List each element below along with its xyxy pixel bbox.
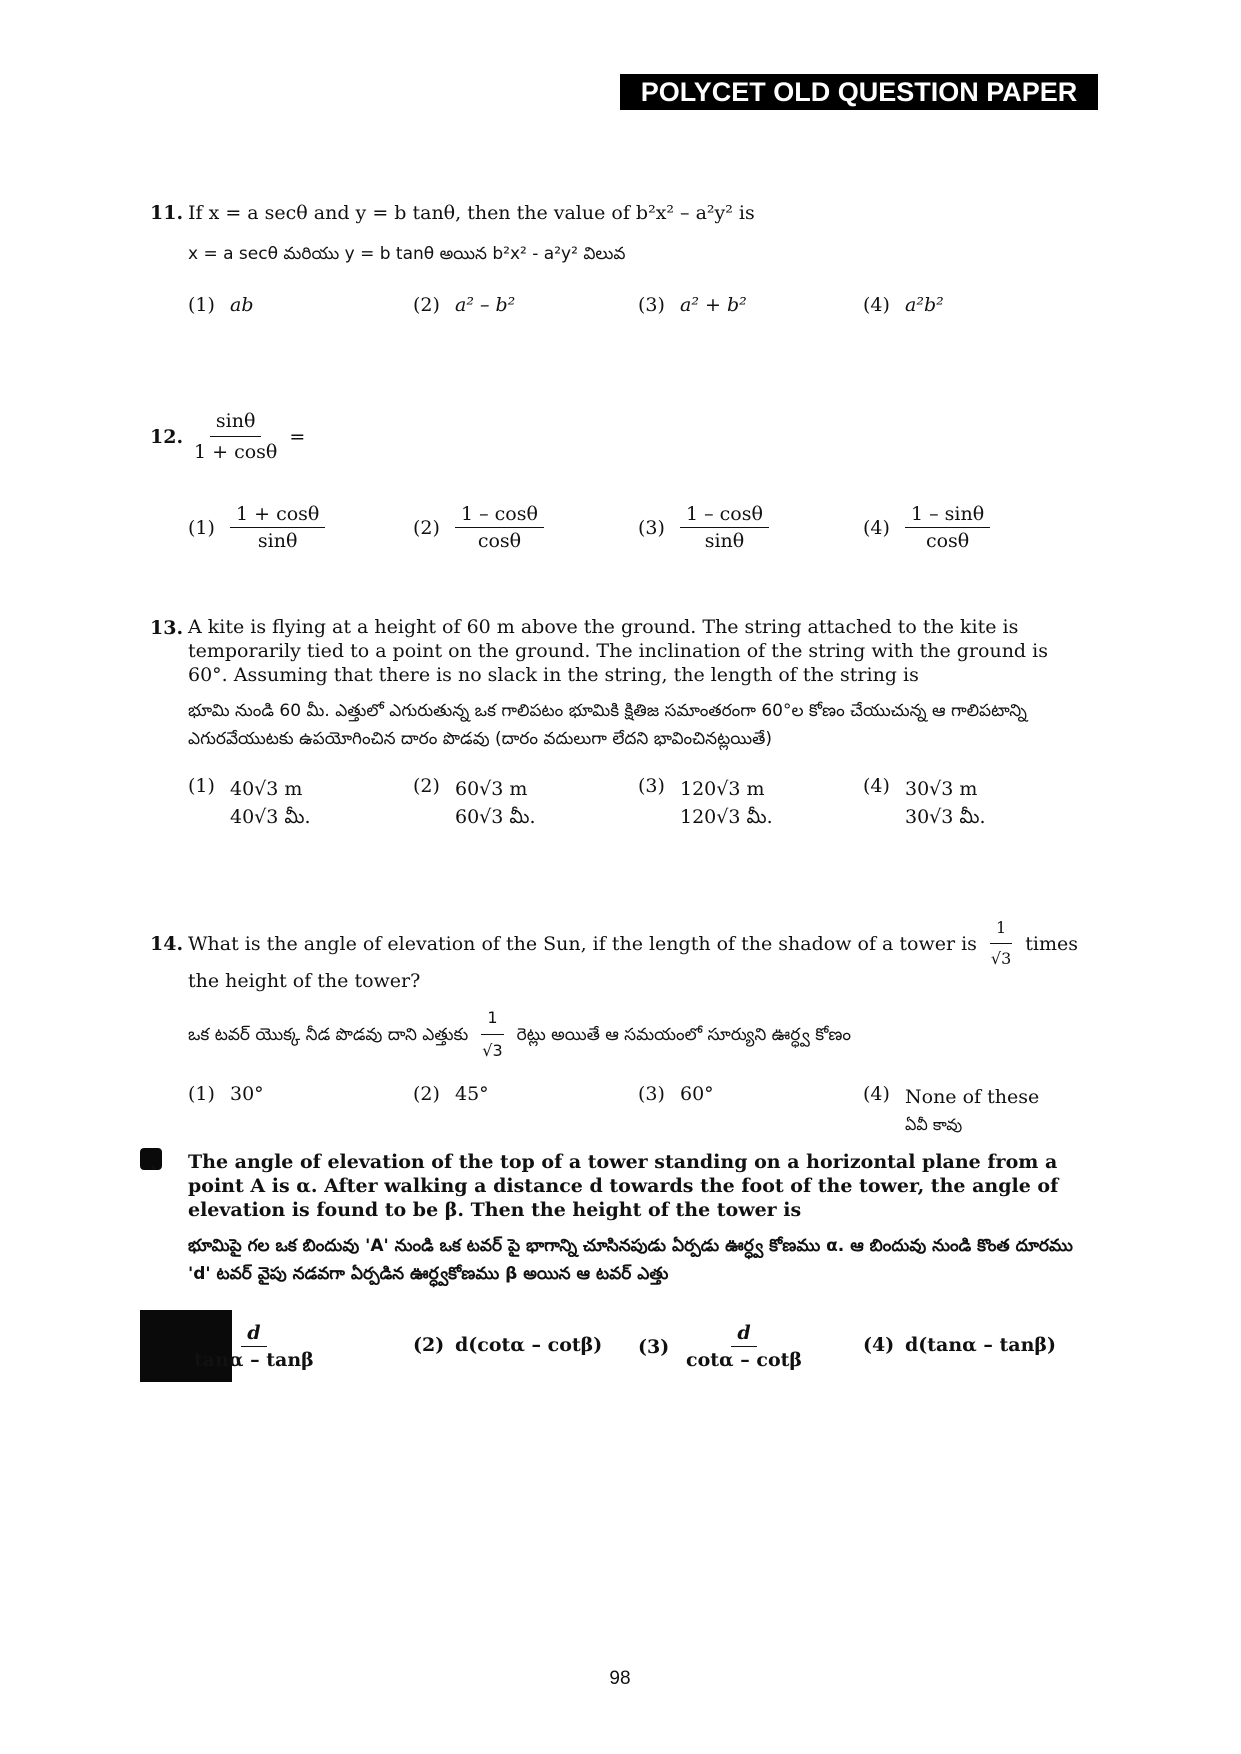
option-1: (1) 30°	[188, 1083, 264, 1105]
fraction: $\frac{\sin\theta}{1 + \cos\theta}$	[194, 410, 278, 463]
options	[188, 1322, 1108, 1371]
question-text-telugu: భూమిపై గల ఒక బిందువు 'A' నుండి ఒక టవర్ పై భాగాన్ని చూసినపుడు ఏర్పడు ఊర్ధ్వ కోణము α. ఆ బిందువు నుండి కొంత దూరము 'd' టవర్ వైపు నడవగా ఏర్పడిన ఊర్ధ్వకోణము β అయిన ఆ టవర్ ఎత్తు	[188, 1236, 1073, 1284]
question-text-cont: the height of the tower?	[188, 970, 421, 992]
option-1: $\frac{d}{\tan\alpha - \tan\beta}$	[194, 1322, 314, 1371]
question-number: 12.	[150, 425, 184, 448]
options	[150, 775, 1090, 831]
option-1: (1) 40√3 m 40√3 మీ.	[188, 775, 311, 828]
options	[150, 294, 1090, 316]
question-number: 14.	[150, 932, 184, 955]
options	[150, 1083, 1090, 1139]
page-number: 98	[609, 1668, 631, 1689]
question-text: What is the angle of elevation of the Sun, if the length of the shadow of a tower is	[188, 932, 977, 955]
option-2: (2) a² – b²	[413, 294, 516, 316]
option-1: (1) $\frac{1 + \cos\theta}{\sin\theta}$	[188, 503, 413, 552]
question-text-telugu: ఒక టవర్ యొక్క నీడ పొడవు దాని ఎత్తుకు $\frac{1}{√3}$ రెట్లు అయితే ఆ సమయంలో సూర్యుని ఊర్ధ్వ కోణం	[150, 1004, 1090, 1065]
question-text-telugu: x = a secθ మరియు y = b tanθ అయిన b²x² - a²y² విలువ	[188, 244, 626, 264]
option-4: (4) 30√3 m 30√3 మీ.	[863, 775, 986, 828]
option-1: (1) ab	[188, 294, 254, 316]
option-3: (3) $\frac{1 - \cos\theta}{\sin\theta}$	[638, 503, 863, 552]
question-text-telugu: భూమి నుండి 60 మీ. ఎత్తులో ఎగురుతున్న ఒక గాలిపటం భూమికి క్షితిజ సమాంతరంగా 60°ల కోణం చేయుచున్న ఆ గాలిపటాన్ని ఎగురవేయుటకు ఉపయోగించిన దారం పొడవు (దారం వదులుగా లేదని భావించినట్లయితే)	[188, 701, 1027, 749]
option-3: (3) 120√3 m 120√3 మీ.	[638, 775, 773, 828]
page-banner: POLYCET OLD QUESTION PAPER	[620, 74, 1098, 110]
options	[150, 503, 1090, 552]
question-number: 11.	[150, 202, 184, 224]
option-2: (2) 45°	[413, 1083, 489, 1105]
question-13	[150, 615, 1090, 831]
question-15	[150, 1150, 1090, 1288]
option-4: (4) None of these ఏవీ కావు	[863, 1083, 1040, 1134]
fraction: $\frac{1}{√3}$	[985, 915, 1017, 972]
option-2: (2) 60√3 m 60√3 మీ.	[413, 775, 536, 828]
option-3: (3) $\frac{d}{\cot\alpha - \cot\beta}$	[638, 1322, 803, 1371]
option-3: (3) a² + b²	[638, 294, 747, 316]
question-12: 12. $\frac{\sin\theta}{1 + \cos\theta}$ = (1) $\frac{1 + \cos\theta}{\sin\theta}$ (2) $\frac{1 - \cos\theta}{\cos\theta}$ (3) $\frac{1 - \cos\theta}{\sin\theta}$ (4) $\frac{1 - \sin\theta}{\cos\theta}$	[150, 408, 1090, 552]
option-4: (4) $\frac{1 - \sin\theta}{\cos\theta}$	[863, 503, 1088, 552]
question-number: 13.	[150, 617, 184, 639]
option-2: (2) $\frac{1 - \cos\theta}{\cos\theta}$	[413, 503, 638, 552]
option-4: (4) a²b²	[863, 294, 944, 316]
question-text: If x = a secθ and y = b tanθ, then the value of b²x² – a²y² is	[188, 202, 755, 224]
question-text: A kite is flying at a height of 60 m above the ground. The string attached to the kite is temporarily tied to a point on the ground. The inclination of the string with the ground is 60°. Assuming that there is no slack in the string, the length of the string is	[188, 616, 1048, 686]
question-14: 14. What is the angle of elevation of the Sun, if the length of the shadow of a tower is $\frac{1}{√3}$ times the height of the tower? ఒక టవర్ యొక్క నీడ పొడవు దాని ఎత్తుకు $\frac{1}{√3}$ రెట్లు అయితే ఆ సమయంలో సూర్యుని ఊర్ధ్వ కోణం (1) 30° (2) 45° (3) 60° (4) None of these ఏవీ కావు	[150, 915, 1090, 1139]
option-4: (4) d(tanα – tanβ)	[863, 1334, 1057, 1356]
question-11	[150, 200, 1090, 316]
question-text: The angle of elevation of the top of a tower standing on a horizontal plane from a point A is α. After walking a distance d towards the foot of the tower, the angle of elevation is found to be β. Then the height of the tower is	[188, 1151, 1059, 1221]
question-number: .	[150, 1152, 157, 1174]
option-3: (3) 60°	[638, 1083, 714, 1105]
option-2: (2) d(cotα – cotβ)	[413, 1334, 603, 1356]
